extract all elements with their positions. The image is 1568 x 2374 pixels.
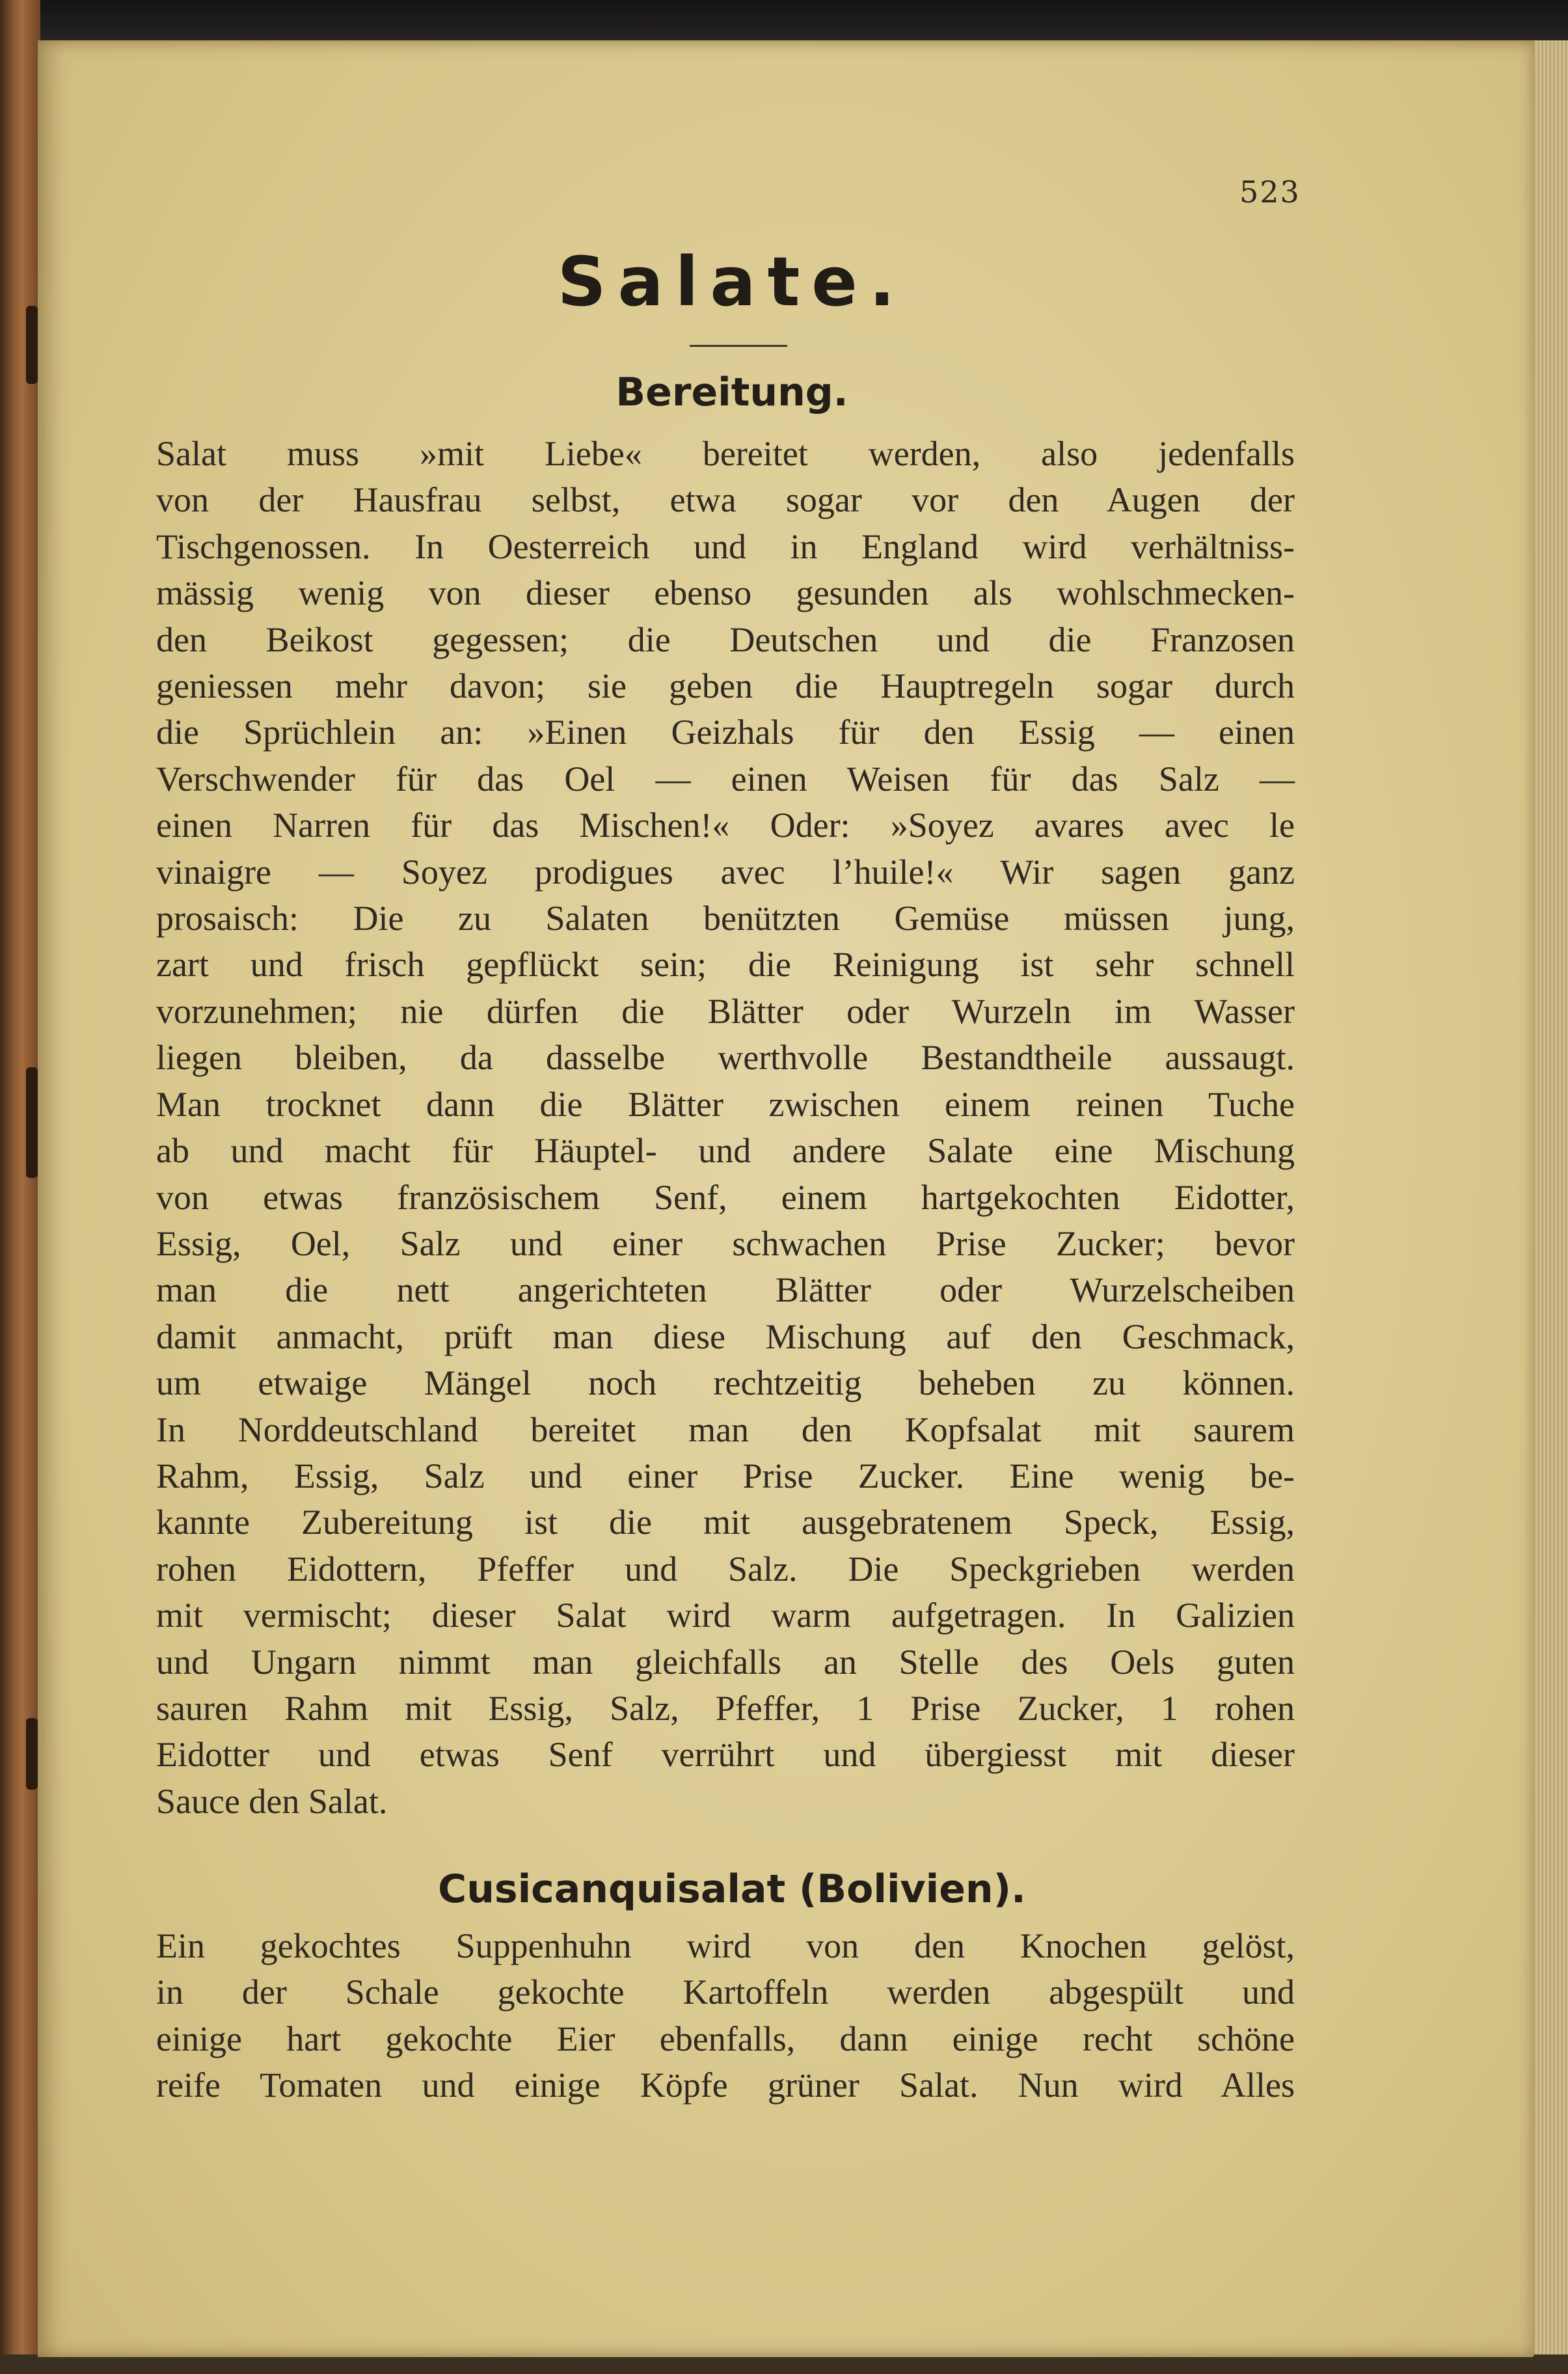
- page-title: Salate.: [557, 242, 907, 321]
- text-line: mässig wenig von dieser ebenso gesunden als wohlschmecken-: [156, 573, 1295, 613]
- text-line: Sauce den Salat.: [156, 1781, 388, 1821]
- spine-mark: [26, 1067, 38, 1178]
- text-line: Tischgenossen. In Oesterreich und in England wird verhältniss-: [156, 526, 1295, 566]
- page-number: 523: [1239, 174, 1301, 210]
- text-line: In Norddeutschland bereitet man den Kopfsalat mit saurem: [156, 1410, 1295, 1449]
- text-line: rohen Eidottern, Pfeffer und Salz. Die Speckgrieben werden: [156, 1549, 1295, 1589]
- text-line: um etwaige Mängel noch rechtzeitig beheben zu können.: [156, 1363, 1295, 1403]
- text-line: liegen bleiben, da dasselbe werthvolle Bestandtheile aussaugt.: [156, 1038, 1295, 1078]
- text-line: Man trocknet dann die Blätter zwischen einem reinen Tuche: [156, 1084, 1295, 1124]
- text-line: ab und macht für Häuptel- und andere Salate eine Mischung: [156, 1131, 1295, 1171]
- paragraph-cusicanquisalat: [156, 1923, 1295, 2109]
- text-line: Salat muss »mit Liebe« bereitet werden, also jedenfalls: [156, 434, 1295, 473]
- text-line: reife Tomaten und einige Köpfe grüner Salat. Nun wird Alles: [156, 2066, 1295, 2105]
- text-line: Ein gekochtes Suppenhuhn wird von den Knochen gelöst,: [156, 1926, 1295, 1965]
- scan-top-border: [0, 0, 1568, 40]
- text-line: zart und frisch gepflückt sein; die Reinigung ist sehr schnell: [156, 945, 1295, 985]
- text-line: man die nett angerichteten Blätter oder Wurzelscheiben: [156, 1270, 1295, 1310]
- title-divider: [690, 345, 787, 347]
- text-line: kannte Zubereitung ist die mit ausgebratenem Speck, Essig,: [156, 1503, 1295, 1542]
- text-line: mit vermischt; dieser Salat wird warm aufgetragen. In Galizien: [156, 1596, 1295, 1635]
- text-line: die Sprüchlein an: »Einen Geizhals für den Essig — einen: [156, 713, 1295, 752]
- text-line: vinaigre — Soyez prodigues avec l’huile!« Wir sagen ganz: [156, 852, 1295, 892]
- text-line: in der Schale gekochte Kartoffeln werden abgespült und: [156, 1972, 1295, 2012]
- text-line: Verschwender für das Oel — einen Weisen für das Salz —: [156, 759, 1295, 798]
- text-line: Eidotter und etwas Senf verrührt und übergiesst mit dieser: [156, 1735, 1295, 1775]
- text-line: Rahm, Essig, Salz und einer Prise Zucker. Eine wenig be-: [156, 1456, 1295, 1495]
- text-line: von der Hausfrau selbst, etwa sogar vor den Augen der: [156, 480, 1295, 520]
- text-line: und Ungarn nimmt man gleichfalls an Stelle des Oels guten: [156, 1642, 1295, 1682]
- scan-bottom-border: [0, 2354, 1568, 2374]
- text-line: vorzunehmen; nie dürfen die Blätter oder Wurzeln im Wasser: [156, 991, 1295, 1031]
- paragraph-bereitung: [156, 431, 1295, 1825]
- text-line: einige hart gekochte Eier ebenfalls, dann einige recht schöne: [156, 2019, 1295, 2058]
- section-heading-cusicanquisalat: Cusicanquisalat (Bolivien).: [438, 1866, 1026, 1912]
- text-line: von etwas französischem Senf, einem hartgekochten Eidotter,: [156, 1177, 1295, 1217]
- text-line: prosaisch: Die zu Salaten benützten Gemüse müssen jung,: [156, 899, 1295, 938]
- section-heading-bereitung: Bereitung.: [615, 370, 848, 415]
- text-line: damit anmacht, prüft man diese Mischung auf den Geschmack,: [156, 1317, 1295, 1356]
- text-line: sauren Rahm mit Essig, Salz, Pfeffer, 1 Prise Zucker, 1 rohen: [156, 1688, 1295, 1728]
- book-spine: [0, 0, 40, 2374]
- spine-mark: [26, 1718, 38, 1790]
- text-line: Essig, Oel, Salz und einer schwachen Prise Zucker; bevor: [156, 1223, 1295, 1263]
- text-line: geniessen mehr davon; sie geben die Hauptregeln sogar durch: [156, 666, 1295, 706]
- text-line: den Beikost gegessen; die Deutschen und die Franzosen: [156, 620, 1295, 659]
- text-line: einen Narren für das Mischen!« Oder: »Soyez avares avec le: [156, 806, 1295, 845]
